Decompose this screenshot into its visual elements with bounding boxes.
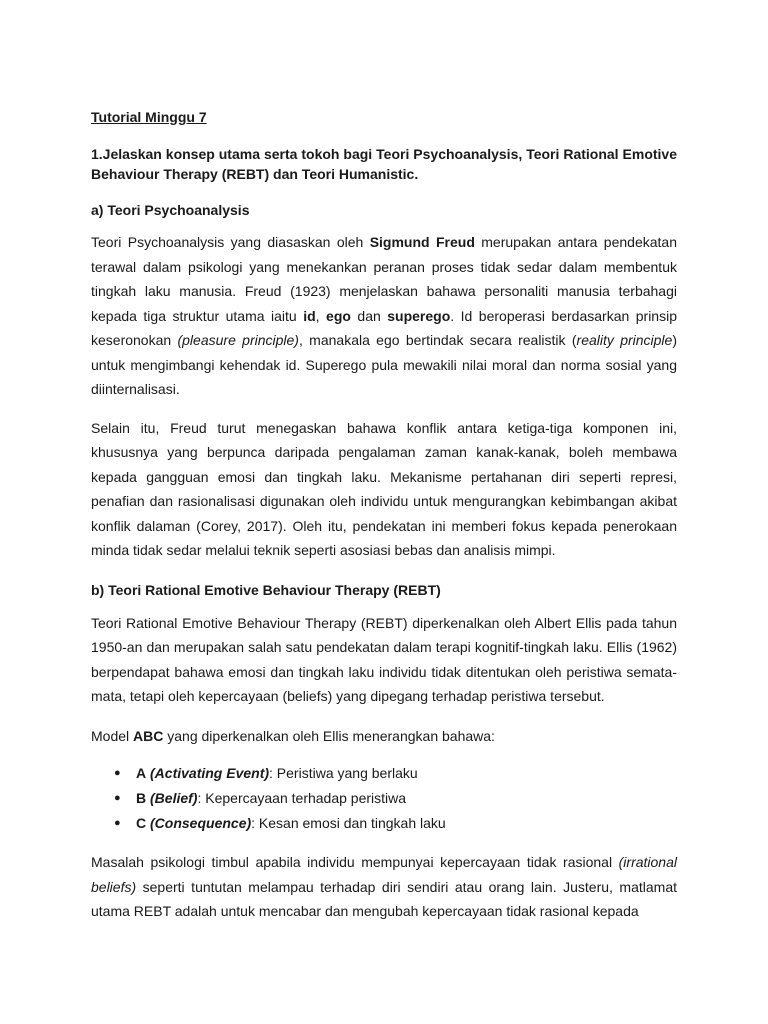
text-run: Teori Psychoanalysis yang diasaskan oleh bbox=[91, 234, 370, 250]
abc-model-list bbox=[91, 761, 677, 836]
document-title: Tutorial Minggu 7 bbox=[91, 109, 207, 125]
list-desc: : Kepercayaan terhadap peristiwa bbox=[197, 790, 407, 806]
bold-run: ego bbox=[326, 307, 351, 324]
section-b-heading: b) Teori Rational Emotive Behaviour Therapy (REBT) bbox=[91, 581, 441, 598]
question-text: 1.Jelaskan konsep utama serta tokoh bagi Teori Psychoanalysis, Teori Rational Emotive Behaviour Therapy (REBT) dan Teori Humanistic. bbox=[91, 146, 677, 182]
list-desc: : Peristiwa yang berlaku bbox=[269, 765, 418, 781]
bold-run: id bbox=[303, 307, 316, 324]
list-term: (Consequence) bbox=[150, 815, 252, 831]
list-term: (Belief) bbox=[150, 790, 198, 806]
list-term: (Activating Event) bbox=[150, 765, 270, 781]
italic-run: (pleasure principle) bbox=[177, 332, 299, 348]
bold-run: Sigmund Freud bbox=[369, 234, 475, 250]
section-a-paragraph-1 bbox=[91, 230, 677, 402]
text-run: ) untuk mengimbangi kehendak id. Superego pula mewakili nilai moral dan norma sosial yang diinternalisasi. bbox=[91, 332, 677, 397]
text-run: seperti tuntutan melampau terhadap diri sendiri atau orang lain. Justeru, matlamat utama REBT adalah untuk mencabar dan mengubah kepercayaan tidak rasional kepada bbox=[91, 878, 677, 919]
text-run: dan bbox=[350, 307, 388, 324]
list-letter: C bbox=[136, 815, 147, 831]
list-letter: B bbox=[136, 790, 147, 806]
section-a-paragraph-2: Selain itu, Freud turut menegaskan bahawa konflik antara ketiga-tiga komponen ini, khususnya yang berpunca daripada pengalaman zaman kanak-kanak, boleh membawa kepada gangguan emosi dan tingkah laku. Mekanisme pertahanan diri seperti represi, penafian dan rasionalisasi digunakan oleh individu untuk mengurangkan kebimbangan akibat konflik dalaman (Corey, 2017). Oleh itu, pendekatan ini memberi fokus kepada penerokaan minda tidak sedar melalui teknik seperti asosiasi bebas dan analisis mimpi. bbox=[91, 419, 677, 558]
section-b-paragraph-2 bbox=[91, 724, 677, 749]
section-b-paragraph-3 bbox=[91, 850, 677, 924]
italic-run: (irrational beliefs) bbox=[91, 854, 677, 895]
list-item bbox=[91, 811, 677, 836]
text-run: yang diperkenalkan oleh Ellis menerangkan bahawa: bbox=[163, 727, 495, 744]
italic-run: reality principle bbox=[576, 332, 673, 348]
document-page bbox=[91, 108, 677, 924]
list-item bbox=[91, 761, 677, 786]
section-b-paragraph-1: Teori Rational Emotive Behaviour Therapy (REBT) diperkenalkan oleh Albert Ellis pada tahun 1950-an dan merupakan salah satu pendekatan dalam terapi kognitif-tingkah laku. Ellis (1962) berpendapat bahawa emosi dan tingkah laku individu tidak ditentukan oleh peristiwa semata-mata, tetapi oleh kepercayaan (beliefs) yang dipegang terhadap peristiwa tersebut. bbox=[91, 614, 677, 704]
list-item bbox=[91, 786, 677, 811]
bullet-icon: ● bbox=[114, 767, 121, 779]
bullet-icon: ● bbox=[114, 792, 121, 804]
text-run: Masalah psikologi timbul apabila individu mempunyai kepercayaan tidak rasional bbox=[91, 854, 619, 870]
text-run: , bbox=[315, 307, 327, 324]
bold-run: ABC bbox=[133, 727, 164, 744]
text-run: . Id beroperasi berdasarkan prinsip keseronokan bbox=[91, 307, 677, 348]
bullet-icon: ● bbox=[114, 817, 121, 829]
section-a-heading: a) Teori Psychoanalysis bbox=[91, 202, 250, 218]
list-desc: : Kesan emosi dan tingkah laku bbox=[251, 815, 446, 831]
bold-run: superego bbox=[387, 307, 451, 324]
list-letter: A bbox=[136, 765, 147, 781]
text-run: Model bbox=[91, 727, 134, 744]
text-run: , manakala ego bertindak secara realistik ( bbox=[298, 332, 577, 348]
text-run: merupakan antara pendekatan terawal dalam psikologi yang menekankan peranan proses tidak sedar dalam membentuk tingkah laku manusia. Freud (1923) menjelaskan bahawa personaliti manusia terbahagi kepada tiga struktur utama iaitu bbox=[91, 234, 677, 324]
